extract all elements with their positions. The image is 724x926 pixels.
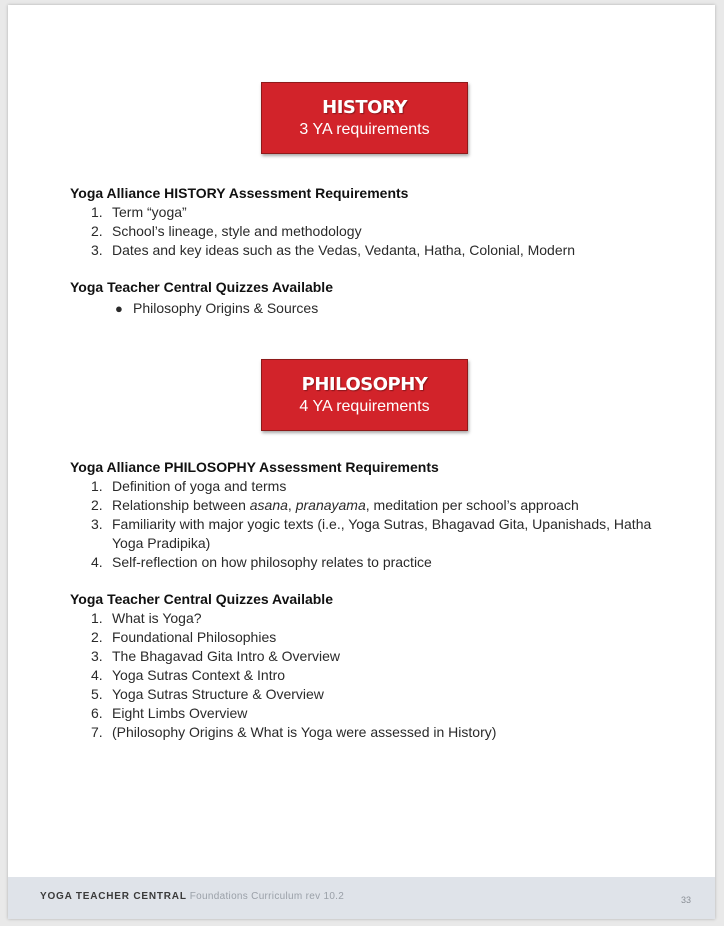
- philosophy-quizzes-section: [70, 590, 670, 742]
- list-text: Foundational Philosophies: [112, 629, 277, 645]
- list-text: Yoga Sutras Structure & Overview: [112, 686, 324, 702]
- list-text: , meditation per school’s approach: [365, 497, 579, 513]
- footer-brand-name: YOGA TEACHER CENTRAL: [40, 891, 187, 902]
- history-quizzes-heading: Yoga Teacher Central Quizzes Available: [70, 279, 333, 295]
- list-number: 2.: [91, 497, 103, 513]
- list-number: 1.: [91, 610, 103, 626]
- page-number: 33: [680, 895, 691, 905]
- list-number: 4.: [91, 554, 103, 570]
- list-item: [70, 723, 670, 742]
- list-item: [70, 203, 670, 222]
- list-text: Eight Limbs Overview: [112, 705, 248, 721]
- philosophy-requirements-section: [70, 458, 670, 572]
- list-item: [70, 222, 670, 241]
- list-text: ,: [287, 497, 296, 513]
- list-number: 2.: [91, 223, 103, 239]
- list-number: 4.: [91, 667, 103, 683]
- page-footer: [8, 877, 715, 919]
- philosophy-requirements-heading: Yoga Alliance PHILOSOPHY Assessment Requirements: [70, 459, 439, 475]
- footer-subtitle: Foundations Curriculum rev 10.2: [189, 891, 345, 902]
- list-item: [70, 609, 670, 628]
- list-number: 3.: [91, 242, 103, 258]
- history-banner-subtitle: 3 YA requirements: [299, 121, 430, 138]
- history-requirements-heading: Yoga Alliance HISTORY Assessment Requirements: [70, 185, 409, 201]
- list-item: [70, 666, 670, 685]
- list-text: The Bhagavad Gita Intro & Overview: [112, 648, 340, 664]
- list-text: What is Yoga?: [112, 610, 202, 626]
- list-item: [70, 515, 670, 553]
- document-page: [8, 5, 715, 919]
- list-item: [70, 553, 670, 572]
- list-item: [70, 477, 670, 496]
- list-number: 1.: [91, 204, 103, 220]
- list-text: Philosophy Origins & Sources: [133, 300, 319, 316]
- list-text: Familiarity with major yogic texts (i.e., Yoga Sutras, Bhagavad Gita, Upanishads, Hatha Yoga Pradipika): [112, 516, 652, 551]
- list-text: Self-reflection on how philosophy relates to practice: [112, 554, 432, 570]
- list-text: Yoga Sutras Context & Intro: [112, 667, 286, 683]
- bullet-icon: ●: [115, 301, 123, 316]
- history-banner-title: HISTORY: [322, 97, 407, 118]
- list-text: School’s lineage, style and methodology: [112, 223, 362, 239]
- philosophy-banner: [261, 359, 468, 431]
- list-number: 3.: [91, 648, 103, 664]
- list-number: 6.: [91, 705, 103, 721]
- history-quizzes-section: [70, 278, 670, 318]
- philosophy-quizzes-heading: Yoga Teacher Central Quizzes Available: [70, 591, 333, 607]
- list-item: [70, 647, 670, 666]
- list-text: Dates and key ideas such as the Vedas, Vedanta, Hatha, Colonial, Modern: [112, 242, 576, 258]
- philosophy-banner-subtitle: 4 YA requirements: [299, 398, 430, 415]
- list-item: [70, 685, 670, 704]
- list-number: 1.: [91, 478, 103, 494]
- list-item: [70, 299, 670, 318]
- history-requirements-section: [70, 184, 670, 260]
- list-number: 3.: [91, 516, 103, 532]
- list-text-emphasis: asana: [249, 497, 288, 513]
- history-banner: [261, 82, 468, 154]
- list-text: (Philosophy Origins & What is Yoga were assessed in History): [112, 724, 497, 740]
- list-item: [70, 628, 670, 647]
- list-number: 7.: [91, 724, 103, 740]
- philosophy-banner-title: PHILOSOPHY: [301, 374, 428, 395]
- philosophy-quizzes-list: [70, 609, 670, 742]
- list-item: [70, 496, 670, 515]
- footer-brand: [40, 891, 344, 902]
- list-text: Term “yoga”: [112, 204, 187, 220]
- history-quizzes-list: [70, 299, 670, 318]
- list-item: [70, 241, 670, 260]
- list-item: [70, 704, 670, 723]
- philosophy-requirements-list: [70, 477, 670, 572]
- list-number: 2.: [91, 629, 103, 645]
- list-text-emphasis: pranayama: [295, 497, 366, 513]
- list-number: 5.: [91, 686, 103, 702]
- list-text: Relationship between: [112, 497, 250, 513]
- history-requirements-list: [70, 203, 670, 260]
- list-text: Definition of yoga and terms: [112, 478, 287, 494]
